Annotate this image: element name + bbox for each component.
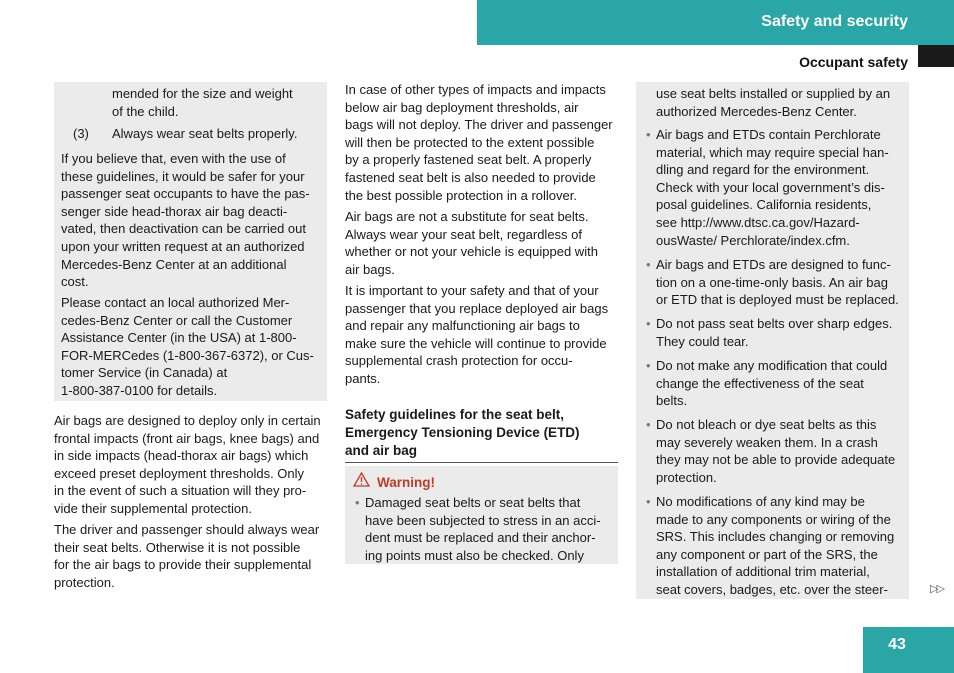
warning-bullet: • Do not pass seat belts over sharp edges. They could tear. bbox=[646, 316, 893, 349]
paragraph-contact: Please contact an local authorized Mer- cedes-Benz Center or call the Customer Assistance Center (in the USA) at 1-800- FOR-MERCedes (1-800-367-6372), or Cus- tomer Service (in Canada) at 1-800-387-0100 for details. bbox=[61, 295, 314, 398]
heading-rule bbox=[345, 462, 618, 463]
page-number: 43 bbox=[888, 636, 906, 653]
warning-bullet: • Air bags and ETDs are designed to func- tion on a one-time-only basis. An air bag or ETD that is deployed must be replaced. bbox=[646, 257, 899, 308]
section-title: Safety and security bbox=[761, 13, 908, 30]
paragraph-deactivation: If you believe that, even with the use of these guidelines, it would be safer for your passenger seat occupants to have the pas- senger side head-thorax air bag deacti- vated, then deactivation can be carried out upon your written request at an authorized Mercedes-Benz Center at an additional cost. bbox=[61, 151, 310, 290]
list-number: (3) bbox=[73, 126, 89, 141]
paragraph-replace-airbags: It is important to your safety and that of your passenger that you replace deployed air bags and repair any malfunctioning air bags to make sure the vehicle will continue to provide supplemental crash protection for occu- pants. bbox=[345, 283, 609, 386]
warning-bullet: • Damaged seat belts or seat belts that have been subjected to stress in an acci- dent must be replaced and their anchor- ing points must also be checked. Only bbox=[355, 495, 601, 563]
paragraph-airbag-deploy: Air bags are designed to deploy only in certain frontal impacts (front air bags, knee bags) and in side impacts (head-thorax air bags) which exceed preset deployment thresholds. Only in the event of such a situation will they pro- vide their supplemental protection. bbox=[54, 413, 321, 516]
section-heading: Safety guidelines for the seat belt, Emergency Tensioning Device (ETD) and air bag bbox=[345, 407, 580, 458]
thumb-tab bbox=[918, 45, 954, 67]
paragraph-other-impacts: In case of other types of impacts and impacts below air bag deployment thresholds, air bags will not deploy. The driver and passenger will then be protected to the extent possible by a properly fastened seat belt. A properly fastened seat belt is also needed to provide the best possible protection in a rollover. bbox=[345, 82, 613, 203]
warning-bullet: • Air bags and ETDs contain Perchlorate material, which may require special han- dling and regard for the environment. Check with your local government’s dis- posal guidelines. California residents, see http://www.dtsc.ca.gov/Hazard- ousWaste/ Perchlorate/index.cfm. bbox=[646, 127, 889, 248]
list-item: Always wear seat belts properly. bbox=[112, 126, 298, 141]
paragraph-wear-belts: The driver and passenger should always wear their seat belts. Otherwise it is not possible for the air bags to provide their supplemental protection. bbox=[54, 522, 320, 590]
warning-bullet: • Do not make any modification that could change the effectiveness of the seat belts. bbox=[646, 358, 888, 409]
warning-heading: Warning! bbox=[353, 472, 435, 490]
warning-bullet-continued: use seat belts installed or supplied by an authorized Mercedes-Benz Center. bbox=[656, 86, 891, 119]
section-subtitle: Occupant safety bbox=[799, 54, 908, 70]
page-number-box bbox=[863, 627, 954, 673]
list-item-continued: mended for the size and weight of the child. bbox=[112, 86, 293, 119]
warning-bullet: • No modifications of any kind may be made to any components or wiring of the SRS. This includes changing or removing any component or part of the SRS, the installation of additional trim material, seat covers, badges, etc. over the steer- bbox=[646, 494, 895, 597]
continued-arrow-icon: ▷▷ bbox=[930, 583, 943, 595]
paragraph-not-substitute: Air bags are not a substitute for seat belts. Always wear your seat belt, regardless of whether or not your vehicle is equipped with air bags. bbox=[345, 209, 598, 277]
warning-bullet: • Do not bleach or dye seat belts as this may severely weaken them. In a crash they may not be able to provide adequate protection. bbox=[646, 417, 896, 485]
warning-triangle-icon bbox=[353, 472, 371, 490]
